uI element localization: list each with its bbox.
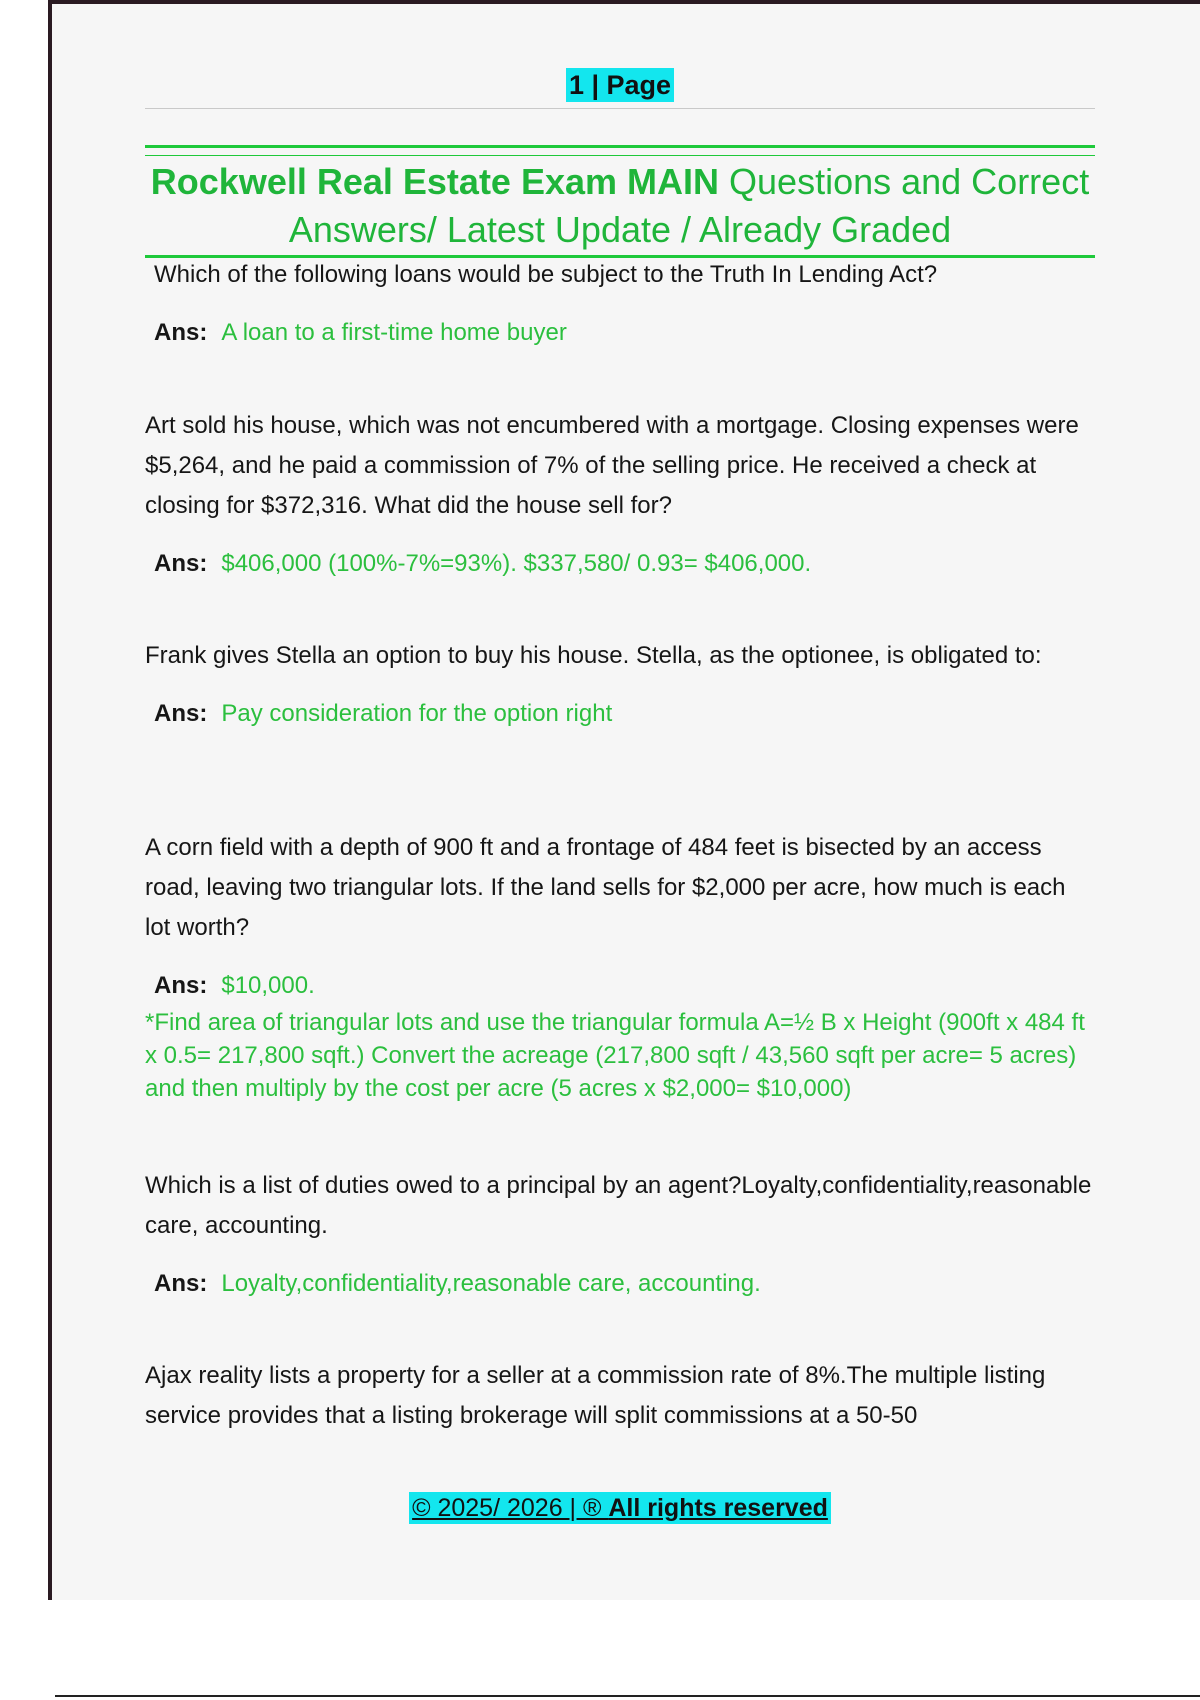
answer-line — [145, 694, 1095, 734]
copyright-rights: All rights reserved — [608, 1494, 828, 1522]
answer-explanation: *Find area of triangular lots and use the triangular formula A=½ B x Height (900ft x 484 ft x 0.5= 217,800 sqft.) Convert the acreage (217,800 sqft / 43,560 sqft per acre= 5 acres) and then multiply by the cost per acre (5 acres x $2,000= $10,000) — [145, 1009, 1085, 1102]
document-title-rest: Questions and Correct Answers/ Latest Update / Already Graded — [288, 161, 1090, 250]
question-text: Which of the following loans would be subject to the Truth In Lending Act? — [154, 261, 938, 288]
answer-text: $10,000. — [221, 972, 315, 999]
bottom-rule — [55, 1695, 1200, 1697]
document-title — [145, 158, 1095, 254]
title-rule-top-thin — [145, 155, 1095, 156]
answer-label: Ans: — [154, 972, 208, 999]
answer-text: Loyalty,confidentiality,reasonable care, accounting. — [221, 1270, 761, 1297]
answer-text: A loan to a first-time home buyer — [221, 319, 567, 346]
question-text: Ajax reality lists a property for a seller at a commission rate of 8%.The multiple listing service provides that a listing brokerage will split commissions at a 50-50 — [145, 1362, 1046, 1429]
page-left-border — [48, 0, 52, 1600]
qa-item — [145, 1356, 1095, 1436]
page-header — [145, 68, 1095, 102]
title-rule-top — [145, 145, 1095, 148]
answer-text: Pay consideration for the option right — [221, 700, 613, 727]
question-text: A corn field with a depth of 900 ft and a frontage of 484 feet is bisected by an access road, leaving two triangular lots. If the land sells for $2,000 per acre, how much is each lot worth? — [145, 834, 1066, 941]
qa-item — [145, 636, 1095, 734]
answer-label: Ans: — [154, 700, 208, 727]
qa-item — [145, 255, 1095, 353]
answer-line — [145, 544, 1095, 584]
qa-item — [145, 828, 1095, 1105]
answer-line — [145, 1264, 1095, 1304]
question-text: Art sold his house, which was not encumbered with a mortgage. Closing expenses were $5,264, and he paid a commission of 7% of the selling price. He received a check at closing for $372,316. What did the house sell for? — [145, 412, 1079, 519]
qa-item — [145, 406, 1095, 584]
answer-line — [145, 966, 1095, 1006]
document-title-bold: Rockwell Real Estate Exam MAIN — [150, 161, 720, 202]
page-number-label: 1 | Page — [566, 68, 674, 102]
header-divider — [145, 108, 1095, 109]
copyright-notice — [409, 1492, 831, 1524]
answer-label: Ans: — [154, 1270, 208, 1297]
answer-label: Ans: — [154, 550, 208, 577]
qa-item — [145, 1166, 1095, 1304]
answer-label: Ans: — [154, 319, 208, 346]
question-text: Which is a list of duties owed to a principal by an agent?Loyalty,confidentiality,reasonable care, accounting. — [145, 1172, 1092, 1239]
page-footer — [145, 1492, 1095, 1524]
answer-text: $406,000 (100%-7%=93%). $337,580/ 0.93= $406,000. — [221, 550, 812, 577]
copyright-years: © 2025/ 2026 | ® — [412, 1494, 609, 1522]
question-text: Frank gives Stella an option to buy his house. Stella, as the optionee, is obligated to: — [145, 642, 1042, 669]
answer-line — [145, 313, 1095, 353]
